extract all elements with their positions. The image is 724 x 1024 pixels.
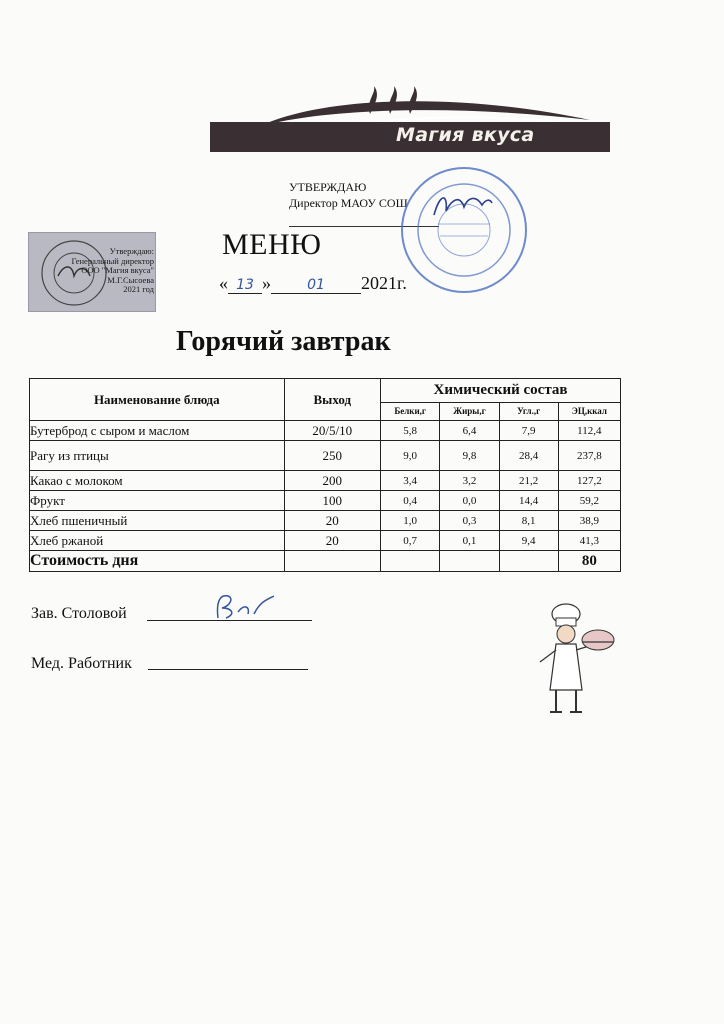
total-label: Стоимость дня (30, 551, 285, 572)
dish-carbs: 21,2 (499, 471, 558, 491)
header-name: Наименование блюда (30, 379, 285, 421)
header-carbs: Угл.,г (499, 402, 558, 420)
total-empty-cell (381, 551, 440, 572)
table-row (30, 531, 621, 551)
dish-name: Рагу из птицы (30, 441, 285, 471)
dish-output: 250 (284, 441, 381, 471)
approval-word: УТВЕРЖДАЮ (289, 180, 367, 194)
dish-protein: 3,4 (381, 471, 440, 491)
left-approval-line: М.Г.Сысоева (107, 274, 154, 285)
left-approval-line: 2021 год (123, 284, 154, 294)
canteen-head-label: Зав. Столовой (31, 605, 127, 622)
dish-output: 200 (284, 471, 381, 491)
canteen-head-signature-icon (208, 590, 278, 622)
date-year: 2021г. (361, 273, 407, 293)
left-approval-line: ООО "Магия вкуса" (81, 265, 154, 275)
dish-energy: 59,2 (558, 491, 620, 511)
dish-protein: 9,0 (381, 441, 440, 471)
dish-output: 20 (284, 531, 381, 551)
header-output: Выход (284, 379, 381, 421)
director-signature-icon (430, 185, 494, 225)
dish-protein: 0,7 (381, 531, 440, 551)
dish-fat: 3,2 (440, 471, 499, 491)
table-row (30, 471, 621, 491)
left-approval-line: Утверждаю: (109, 246, 154, 256)
table-row (30, 491, 621, 511)
dish-carbs: 8,1 (499, 511, 558, 531)
header-fat: Жиры,г (440, 402, 499, 420)
date-open-quote: « (219, 273, 228, 293)
date-close-quote: » (262, 273, 271, 293)
dish-fat: 0,3 (440, 511, 499, 531)
table-row (30, 421, 621, 441)
table-row (30, 441, 621, 471)
total-value: 80 (558, 551, 620, 572)
dish-energy: 127,2 (558, 471, 620, 491)
approval-position: Директор МАОУ СОШ (289, 196, 408, 210)
dish-energy: 38,9 (558, 511, 620, 531)
medic-signature-line (148, 669, 308, 670)
dish-fat: 0,0 (440, 491, 499, 511)
meal-title: Горячий завтрак (176, 326, 391, 357)
total-row (30, 551, 621, 572)
dish-name: Хлеб пшеничный (30, 511, 285, 531)
logo-text: Магия вкуса (396, 124, 535, 146)
school-stamp-icon (398, 164, 530, 296)
dish-fat: 9,8 (440, 441, 499, 471)
total-empty-cell (499, 551, 558, 572)
dish-output: 20/5/10 (284, 421, 381, 441)
medic-label: Мед. Работник (31, 655, 132, 672)
dish-carbs: 7,9 (499, 421, 558, 441)
chef-icon (526, 600, 616, 720)
dish-name: Хлеб ржаной (30, 531, 285, 551)
dish-protein: 0,4 (381, 491, 440, 511)
dish-name: Какао с молоком (30, 471, 285, 491)
dish-carbs: 9,4 (499, 531, 558, 551)
company-logo (210, 84, 610, 176)
left-approval-text (46, 247, 154, 295)
menu-table (29, 378, 621, 572)
dish-name: Фрукт (30, 491, 285, 511)
total-empty-cell (284, 551, 381, 572)
header-chem: Химический состав (381, 379, 621, 403)
menu-title: МЕНЮ (222, 228, 322, 261)
dish-protein: 1,0 (381, 511, 440, 531)
dish-energy: 41,3 (558, 531, 620, 551)
dish-fat: 0,1 (440, 531, 499, 551)
table-row (30, 511, 621, 531)
dish-protein: 5,8 (381, 421, 440, 441)
header-protein: Белки,г (381, 402, 440, 420)
dish-fat: 6,4 (440, 421, 499, 441)
dish-name: Бутерброд с сыром и маслом (30, 421, 285, 441)
dish-carbs: 28,4 (499, 441, 558, 471)
total-empty-cell (440, 551, 499, 572)
header-energy: ЭЦ,ккал (558, 402, 620, 420)
dish-output: 20 (284, 511, 381, 531)
dish-output: 100 (284, 491, 381, 511)
date-day: 13 (228, 277, 262, 294)
date-month: 01 (271, 277, 361, 294)
dish-carbs: 14,4 (499, 491, 558, 511)
dish-energy: 237,8 (558, 441, 620, 471)
menu-date (219, 273, 407, 294)
dish-energy: 112,4 (558, 421, 620, 441)
left-approval-line: Генеральный директор (71, 255, 154, 266)
